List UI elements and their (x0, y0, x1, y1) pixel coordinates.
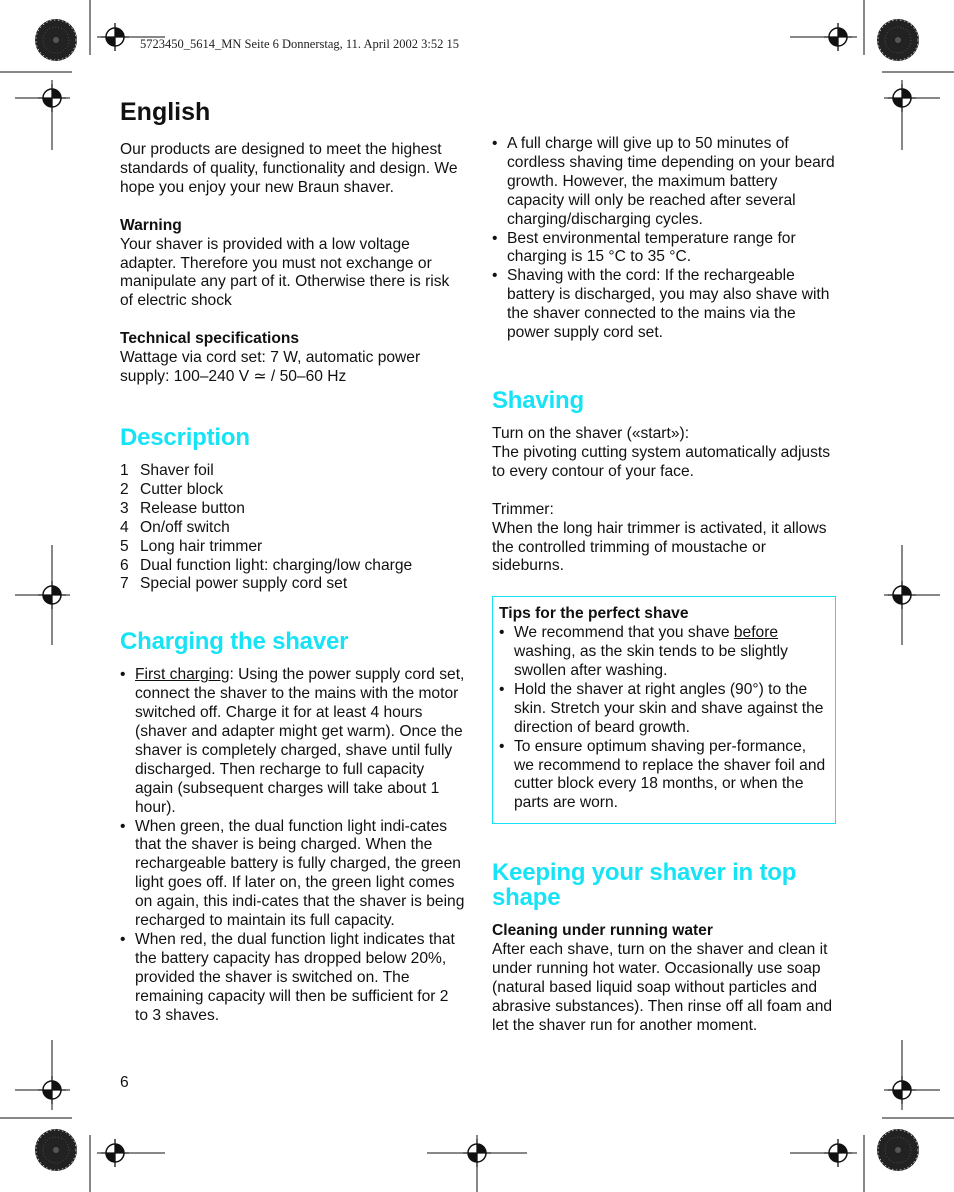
list-item: • Shaving with the cord: If the rechargeable battery is discharged, you may also shave with the shaver connected to the mains via the power supply cord set. (492, 267, 837, 343)
list-item: • Best environmental temperature range for charging is 15 °C to 35 °C. (492, 230, 837, 268)
cleaning-text: After each shave, turn on the shaver and clean it under running hot water. Occasionally use soap (natural based liquid soap without particles and abrasive substances). Then rinse off all foam and let the shaver run for another moment. (492, 941, 833, 1034)
list-item: 5 Long hair trimmer (120, 537, 263, 555)
intro-paragraph: Our products are designed to meet the highest standards of quality, functionality and design. We hope you enjoy your new Braun shaver. (120, 141, 458, 196)
warning-title: Warning (120, 216, 182, 234)
list-item: 2 Cutter block (120, 480, 224, 498)
registration-mark-bottom-center (427, 1135, 527, 1192)
list-item: • When green, the dual function light indi-cates that the shaver is being charged. When the rechargeable battery is fully charged, the green light goes off. If later on, the green light comes on again, this indi-cates that the shaver is being recharged to maintain its full capacity. (120, 818, 465, 931)
tech-specs-title: Technical specifications (120, 330, 300, 348)
list-item: • Hold the shaver at right angles (90°) to the skin. Stretch your skin and shave against the direction of beard growth. (499, 681, 829, 738)
language-heading: English (120, 98, 211, 126)
shaving-heading: Shaving (492, 386, 584, 414)
list-item: • We recommend that you shave before washing, as the skin tends to be slightly swollen after washing. (499, 624, 829, 681)
registration-mark-bottom-right (790, 1040, 954, 1192)
list-item: 6 Dual function light: charging/low charge (120, 556, 413, 574)
registration-mark-middle-left (15, 545, 70, 645)
tips-list (499, 624, 829, 813)
trimmer-text: When the long hair trimmer is activated, it allows the controlled trimming of moustache or sideburns. (492, 519, 827, 575)
tech-specs-line-2: supply: 100–240 V ≃ / 50–60 Hz (120, 368, 347, 386)
trimmer-title: Trimmer: (492, 500, 554, 518)
parts-list (120, 462, 465, 594)
tips-box (492, 596, 836, 824)
shaving-line-2: The pivoting cutting system automatically adjusts to every contour of your face. (492, 443, 831, 480)
charging-heading: Charging the shaver (120, 628, 349, 656)
list-item: • First charging: Using the power supply cord set, connect the shaver to the mains with the motor switched off. Charge it for at least 4 hours (shaver and adapter might get warm). Once the shaver is completely charged, shave until fully discharged. Then recharge to full capacity again (subsequent charges will take about 1 hour). (120, 666, 465, 817)
shaving-line-1: Turn on the shaver («start»): (492, 424, 690, 442)
cleaning-title: Cleaning under running water (492, 922, 713, 940)
registration-mark-bottom-left (0, 1040, 165, 1192)
list-item: • A full charge will give up to 50 minutes of cordless shaving time depending on your beard growth. However, the maximum battery capacity will only be reached after several charging/discharging cycles. (492, 135, 837, 230)
keeping-heading: Keeping your shaver in top shape (492, 859, 797, 912)
tips-title: Tips for the perfect shave (499, 605, 689, 623)
page-number: 6 (120, 1074, 129, 1091)
left-column (120, 97, 465, 1026)
list-item: • When red, the dual function light indicates that the battery capacity has dropped below 20%, provided the shaver is switched on. The remaining capacity will then be sufficient for 2 to 3 shaves. (120, 931, 465, 1026)
list-item: 3 Release button (120, 499, 245, 517)
first-charging-label: First charging (135, 666, 230, 684)
registration-mark-middle-right (884, 545, 940, 645)
description-heading: Description (120, 423, 250, 451)
charging-list (120, 666, 465, 1025)
list-item: 4 On/off switch (120, 518, 230, 536)
list-item: 7 Special power supply cord set (120, 575, 348, 593)
warning-text: Your shaver is provided with a low voltage adapter. Therefore you must not exchange or manipulate any part of it. Otherwise there is risk of electric shock (120, 235, 450, 310)
print-slug: 5723450_5614_MN Seite 6 Donnerstag, 11. April 2002 3:52 15 (140, 37, 459, 51)
right-column (492, 135, 837, 1036)
registration-mark-top-right (790, 0, 954, 150)
charging-notes-list (492, 135, 837, 343)
tech-specs-line-1: Wattage via cord set: 7 W, automatic power (120, 349, 421, 367)
list-item: • To ensure optimum shaving per-formance, we recommend to replace the shaver foil and cutter block every 18 months, or when the parts are worn. (499, 738, 829, 814)
list-item: 1 Shaver foil (120, 461, 214, 479)
